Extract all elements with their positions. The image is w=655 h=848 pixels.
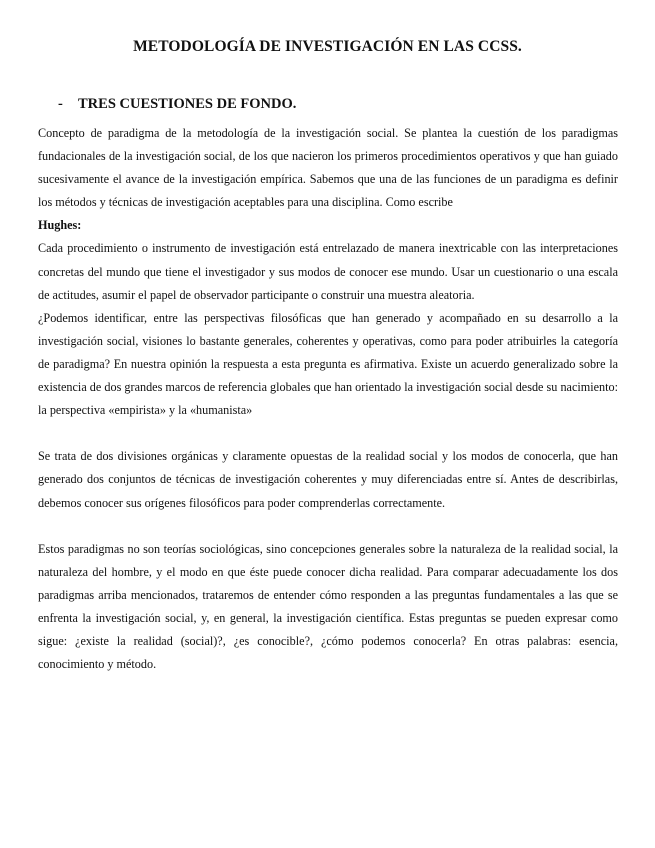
paragraph-divisions: Se trata de dos divisiones orgánicas y claramente opuestas de la realidad social y los modos de conocerla, que han generado dos conjuntos de técnicas de investigación coherentes y muy diferenciadas entre sí. Antes de describirlas, debemos conocer sus orígenes filosóficos para poder comprenderlas correctamente.: [38, 449, 618, 510]
paragraph-spacer: [38, 422, 618, 445]
document-title: METODOLOGÍA DE INVESTIGACIÓN EN LAS CCSS.: [133, 38, 522, 55]
section-heading-text: TRES CUESTIONES DE FONDO.: [78, 96, 297, 112]
author-reference: Hughes:: [38, 218, 82, 233]
paragraph-paradigms: Estos paradigmas no son teorías sociológicas, sino concepciones generales sobre la naturaleza de la realidad social, la naturaleza del hombre, y el modo en que éste puede conocer dicha realidad. Para comparar adecuadamente los dos paradigmas arriba mencionados, trataremos de entender cómo responden a las preguntas fundamentales a las que se enfrenta la investigación social, y, en general, la investigación científica. Estas preguntas se pueden expresar como sigue: ¿existe la realidad (social)?, ¿es conocible?, ¿cómo podemos conocerla? En otras palabras: esencia, conocimiento y método.: [38, 541, 618, 672]
paragraph-perspectives: ¿Podemos identificar, entre las perspectivas filosóficas que han generado y acompañado en su desarrollo a la investigación social, visiones lo bastante generales, coherentes y operativas, como para poder atribuirles la categoría de paradigma? En nuestra opinión la respuesta a esta pregunta es afirmativa. Existe un acuerdo generalizado sobre la existencia de dos grandes marcos de referencia globales que han orientado la investigación social desde su nacimiento: la perspectiva «empirista» y la «humanista»: [38, 310, 618, 418]
paragraph-paradigm-concept: Concepto de paradigma de la metodología de la investigación social. Se plantea la cuestión de los paradigmas fundacionales de la investigación social, de los que nacieron los primeros procedimientos operativos y que han guiado sucesivamente el avance de la investigación empírica. Sabemos que una de las funciones de un paradigma es definir los métodos y técnicas de investigación aceptables para una disciplina. Como escribe: [38, 126, 618, 210]
document-body: [38, 122, 618, 676]
paragraph-spacer: [38, 515, 618, 538]
section-bullet: -: [58, 96, 63, 112]
paragraph-quote: Cada procedimiento o instrumento de investigación está entrelazado de manera inextricable con las interpretaciones concretas del mundo que tiene el investigador y sus modos de conocer ese mundo. Usar un cuestionario o una escala de actitudes, asumir el papel de observador participante o construir una muestra aleatoria.: [38, 241, 618, 302]
section-heading: [58, 96, 296, 113]
